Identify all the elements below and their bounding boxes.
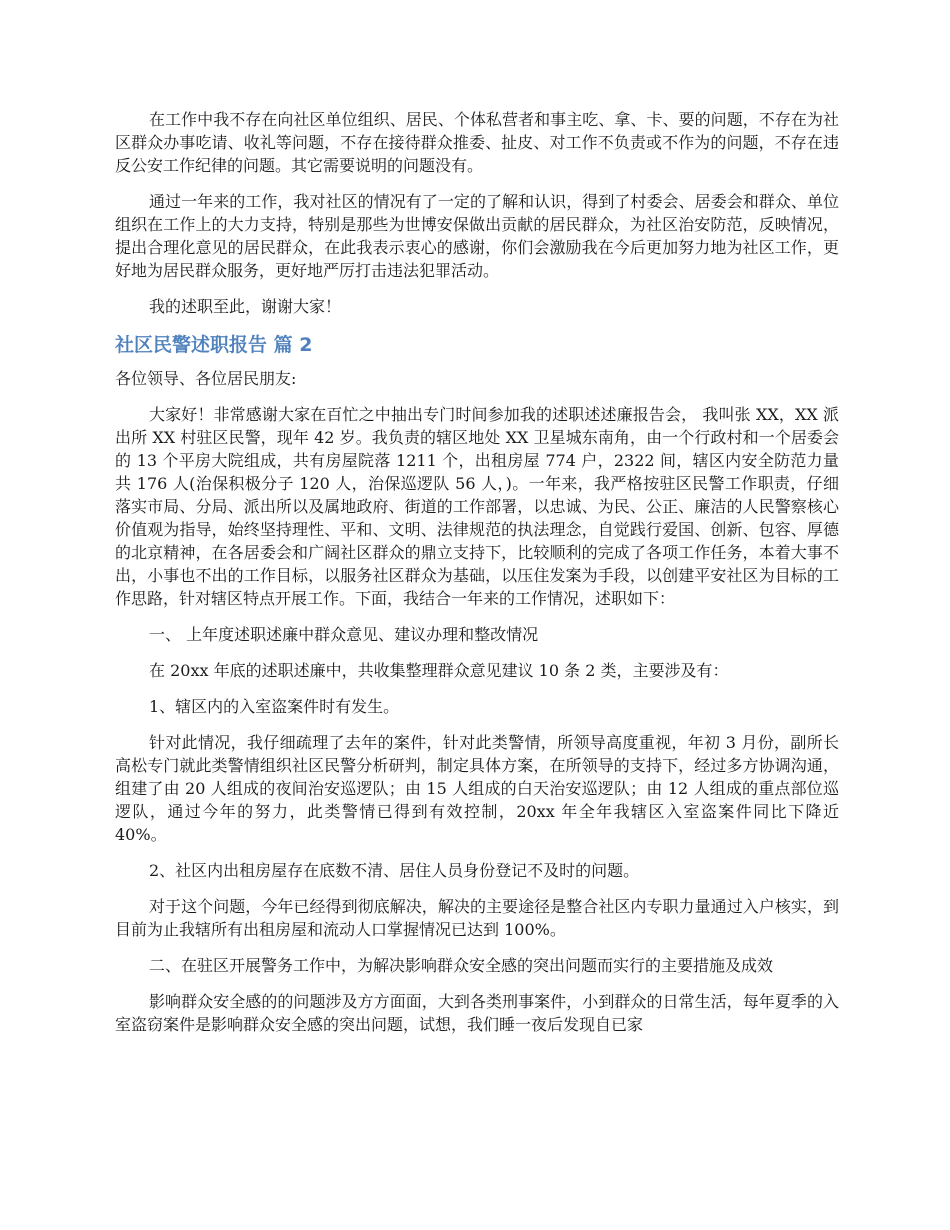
paragraph: 在 20xx 年底的述职述廉中，共收集整理群众意见建议 10 条 2 类，主要涉及有： <box>149 661 729 680</box>
salutation: 各位领导、各位居民朋友: <box>115 369 297 388</box>
paragraph: 在工作中我不存在向社区单位组织、居民、个体私营者和事主吃、拿、卡、要的问题，不存在为社区群众办事吃请、收礼等问题，不存在接待群众推委、扯皮、对工作不负责或不作为的问题，不存在违反公安工作纪律的问题。其它需要说明的问题没有。 <box>115 110 839 175</box>
closing-line: 我的述职至此，谢谢大家！ <box>149 297 342 316</box>
list-item: 1、辖区内的入室盗案件时有发生。 <box>149 697 400 716</box>
list-item: 2、社区内出租房屋存在底数不清、居住人员身份登记不及时的问题。 <box>149 861 640 880</box>
subheading: 二、在驻区开展警务工作中，为解决影响群众安全感的突出问题而实行的主要措施及成效 <box>149 956 774 975</box>
paragraph: 影响群众安全感的的问题涉及方方面面，大到各类刑事案件，小到群众的日常生活，每年夏季的入室盗窃案件是影响群众安全感的突出问题，试想，我们睡一夜后发现自已家 <box>115 992 839 1034</box>
subheading: 一、 上年度述职述廉中群众意见、建议办理和整改情况 <box>149 625 539 644</box>
paragraph: 大家好！非常感谢大家在百忙之中抽出专门时间参加我的述职述述廉报告会， 我叫张 XX，XX 派出所 XX 村驻区民警，现年 42 岁。我负责的辖区地处 XX 卫星城东南角，由一个行政村和一个居委会的 13 个平房大院组成，共有房屋院落 1211 个，出租房屋 774 户，2322 间，辖区内安全防范力量共 176 人(治保积极分子 120 人，治保巡逻队 56 人，)。一年来，我严格按驻区民警工作职责，仔细落实市局、分局、派出所以及属地政府、街道的工作部署，以忠诚、为民、公正、廉洁的人民警察核心价值观为指导，始终坚持理性、平和、文明、法律规范的执法理念，自觉践行爱国、创新、包容、厚德的北京精神，在各居委会和广阔社区群众的鼎立支持下，比较顺利的完成了各项工作任务，本着大事不出，小事也不出的工作目标，以服务社区群众为基础，以压住发案为手段，以创建平安社区为目标的工作思路，针对辖区特点开展工作。下面，我结合一年来的工作情况，述职如下： <box>115 405 839 608</box>
section-heading: 社区民警述职报告 篇 2 <box>115 334 313 356</box>
paragraph: 通过一年来的工作，我对社区的情况有了一定的了解和认识，得到了村委会、居委会和群众、单位组织在工作上的大力支持，特别是那些为世博安保做出贡献的居民群众，为社区治安防范，反映情况，提出合理化意见的居民群众，在此我表示衷心的感谢，你们会激励我在今后更加努力地为社区工作，更好地为居民群众服务，更好地严厉打击违法犯罪活动。 <box>115 192 839 280</box>
document-page <box>115 108 839 1036</box>
paragraph: 针对此情况，我仔细疏理了去年的案件，针对此类警情，所领导高度重视，年初 3 月份，副所长高松专门就此类警情组织社区民警分析研判，制定具体方案，在所领导的支持下，经过多方协调沟通，组建了由 20 人组成的夜间治安巡逻队；由 15 人组成的白天治安巡逻队；由 12 人组成的重点部位巡逻队，通过今年的努力，此类警情已得到有效控制，20xx 年全年我辖区入室盗案件同比下降近 40%。 <box>115 733 839 844</box>
paragraph: 对于这个问题，今年已经得到彻底解决，解决的主要途径是整合社区内专职力量通过入户核实，到目前为止我辖所有出租房屋和流动人口掌握情况已达到 100%。 <box>115 897 839 939</box>
